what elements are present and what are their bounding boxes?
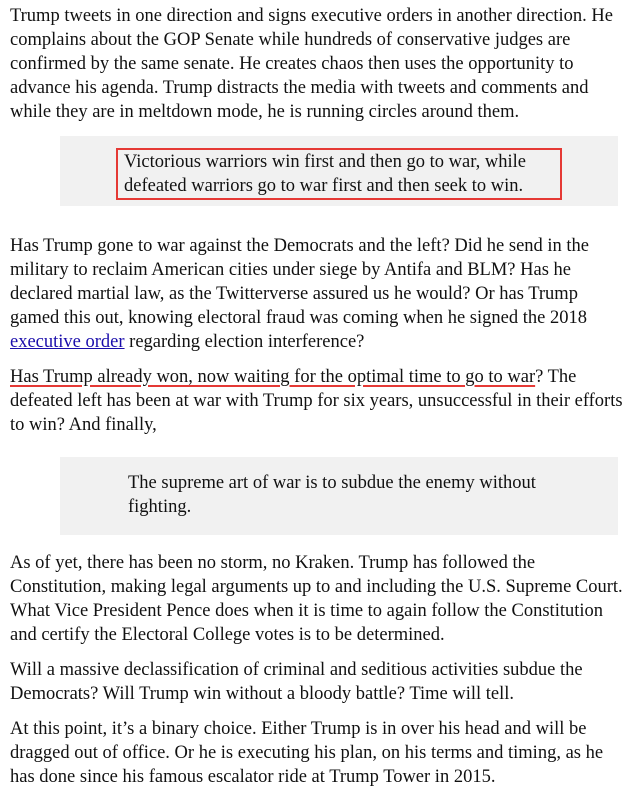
paragraph-2-text-b: regarding election interference? [124,332,365,352]
article-body [0,4,640,789]
blockquote-2-text: The supreme art of war is to subdue the enemy without fighting. [128,473,536,517]
blockquote-2 [60,457,618,535]
executive-order-link[interactable]: executive order [10,332,125,352]
paragraph-5: Will a massive declassification of criminal and seditious activities subdue the Democrats? Will Trump win without a bloody battle? Time will tell. [10,660,583,704]
blockquote-1 [60,136,618,206]
paragraph-1: Trump tweets in one direction and signs executive orders in another direction. He complains about the GOP Senate while hundreds of conservative judges are confirmed by the same senate. He creates chaos then uses the opportunity to advance his agenda. Trump distracts the media with tweets and comments and while they are in meltdown mode, he is running circles around them. [10,6,613,122]
paragraph-3-rest: ? The defeated left has been at war with Trump for six years, unsuccessful in their efforts to win? And finally, [10,367,623,435]
paragraph-4: As of yet, there has been no storm, no Kraken. Trump has followed the Constitution, making legal arguments up to and including the U.S. Supreme Court. What Vice President Pence does when it is time to again follow the Constitution and certify the Electoral College votes is to be determined. [10,553,623,645]
paragraph-6: At this point, it’s a binary choice. Either Trump is in over his head and will be dragged out of office. Or he is executing his plan, on his terms and timing, as he has done since his famous escalator ride at Trump Tower in 2015. [10,719,604,787]
paragraph-3-highlight: Has Trump already won, now waiting for the optimal time to go to war [10,367,536,387]
paragraph-2 [10,234,628,354]
paragraph-3 [10,365,628,437]
paragraph-2-text-a: Has Trump gone to war against the Democrats and the left? Did he send in the military to reclaim American cities under siege by Antifa and BLM? Has he declared martial law, as the Twitterverse assured us he would? Or has Trump gamed this out, knowing electoral fraud was coming when he signed the 2018 [10,236,590,328]
blockquote-1-text: Victorious warriors win first and then go to war, while defeated warriors go to war first and then seek to win. [116,148,562,200]
